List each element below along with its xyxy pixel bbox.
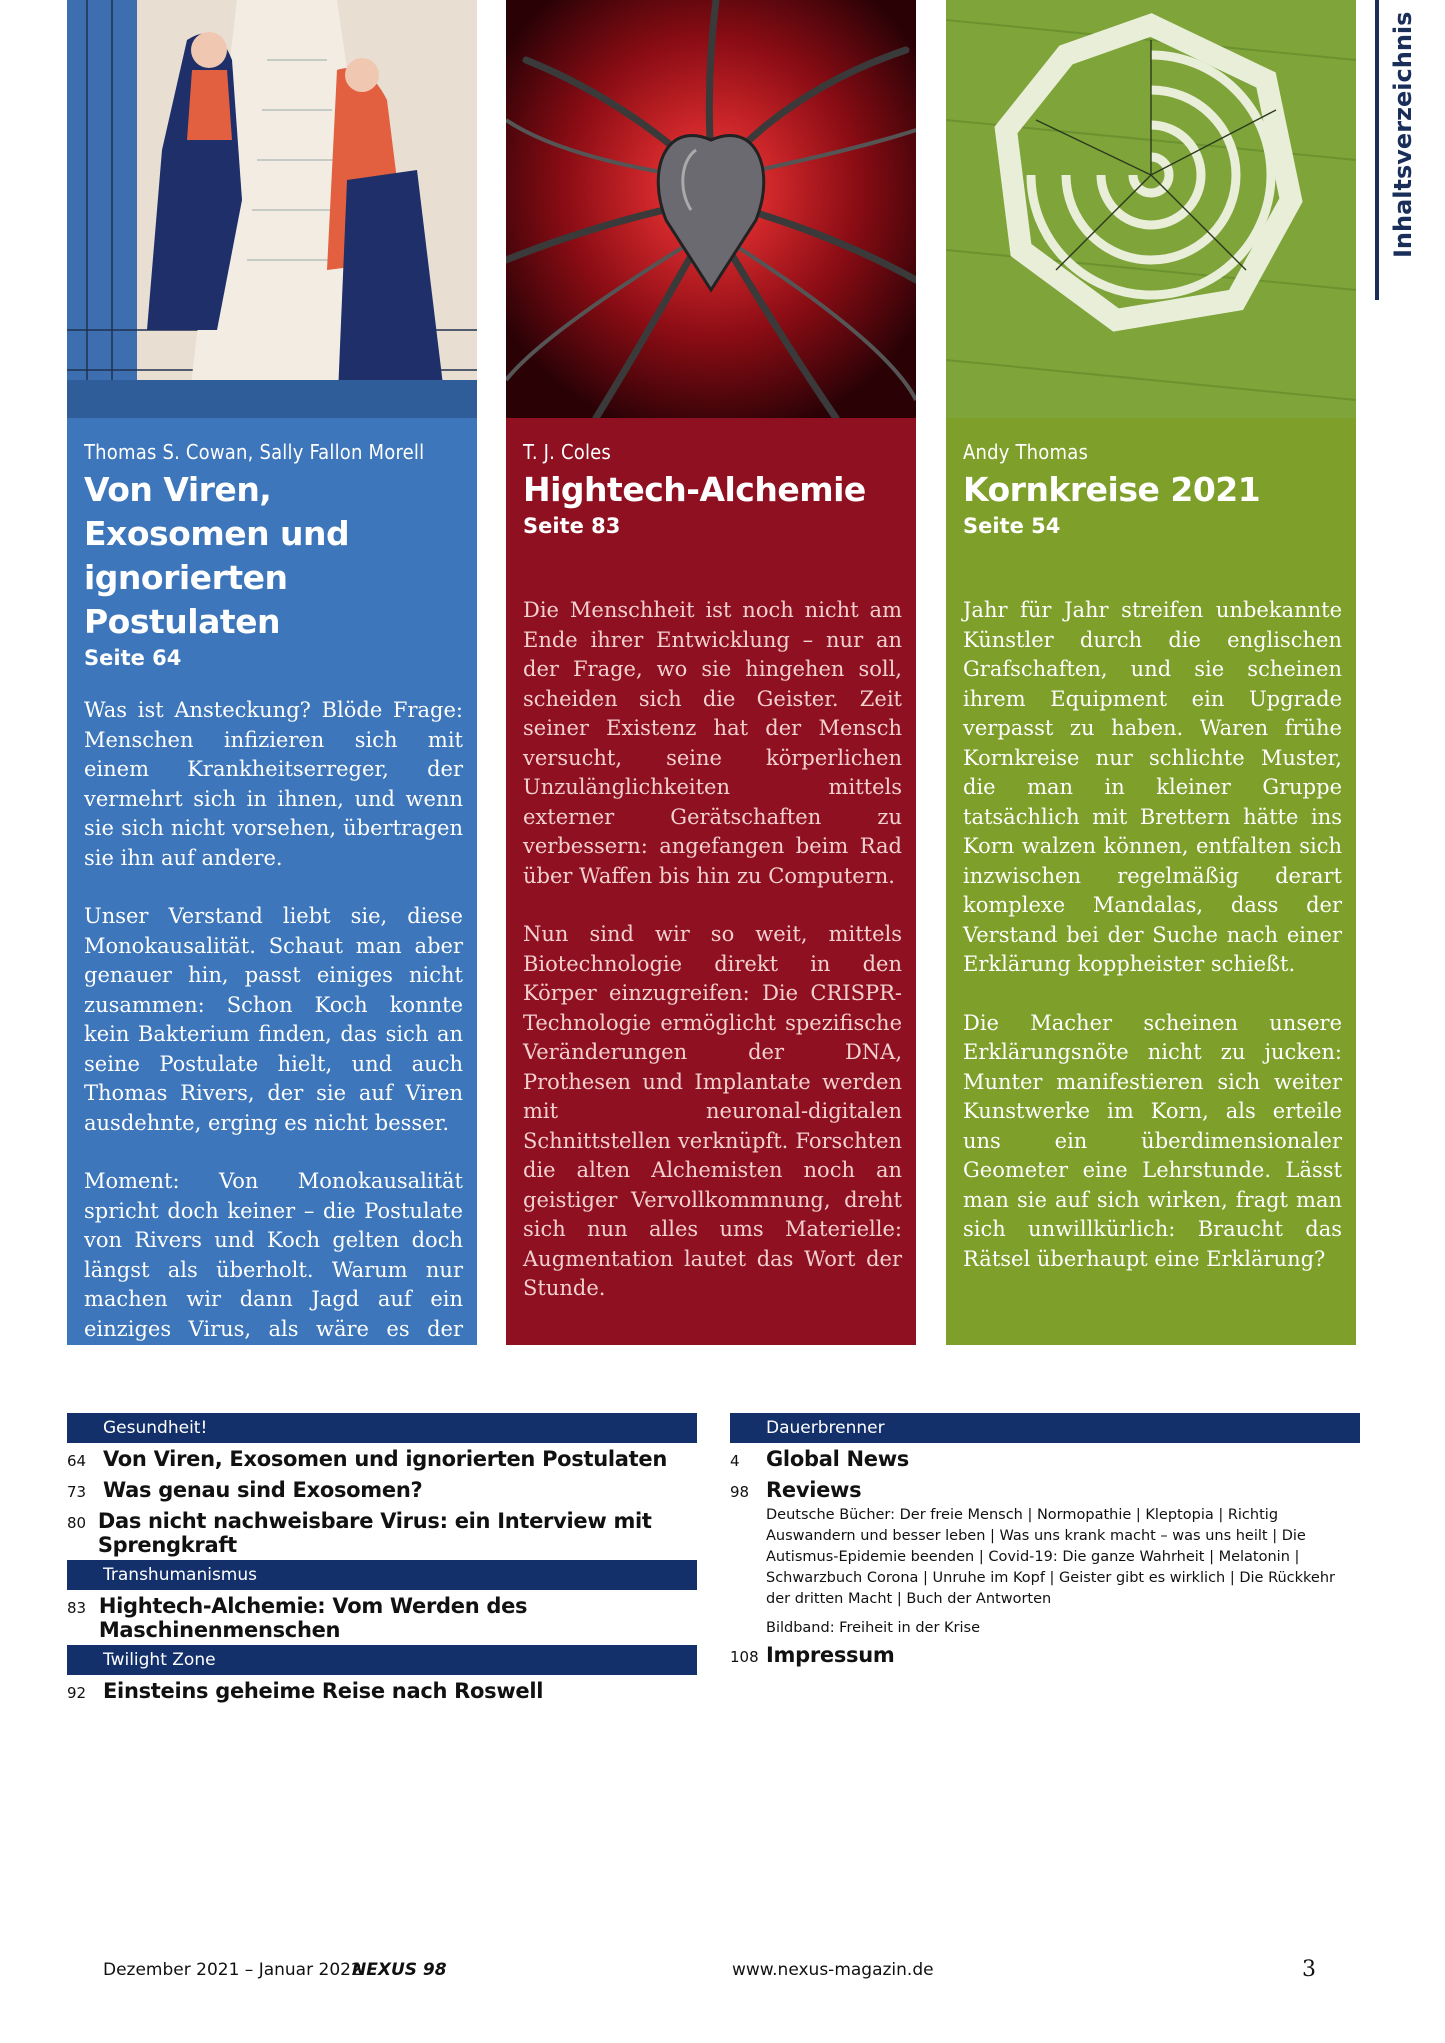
toc-title: Reviews xyxy=(766,1478,862,1502)
article-teaser xyxy=(523,596,902,1304)
photo-crop-circle xyxy=(946,0,1356,418)
bildband-entry: Bildband: Freiheit in der Krise xyxy=(766,1620,980,1636)
toc-section-header: Transhumanismus xyxy=(67,1560,697,1590)
toc-page: 98 xyxy=(730,1483,750,1501)
toc-entry[interactable] xyxy=(67,1675,697,1706)
toc-page: 73 xyxy=(67,1483,87,1501)
reviews-list: Deutsche Bücher: Der freie Mensch | Normopathie | Kleptopia | Richtig Auswandern und besser leben | Was uns krank macht – was uns heilt | Die Autismus-Epidemie beenden | Covid-19: Die ganze Wahrheit | Melatonin | Schwarzbuch Corona | Unruhe im Kopf | Geister gibt es wirklich | Die Rückkehr der dritten Macht | Buch der Antworten xyxy=(766,1507,1336,1607)
toc-entry[interactable] xyxy=(67,1505,697,1560)
toc-entry[interactable] xyxy=(730,1474,1360,1505)
toc-title: Was genau sind Exosomen? xyxy=(103,1478,423,1502)
article-author: Thomas S. Cowan, Sally Fallon Morell xyxy=(84,440,425,464)
toc-title: Global News xyxy=(766,1447,909,1471)
toc-section-header: Gesundheit! xyxy=(67,1413,697,1443)
teaser-paragraph: Jahr für Jahr streifen unbekannte Künstler durch die englischen Grafschaften, und sie scheinen ihrem Equipment ein Upgrade verpasst zu haben. Waren frühe Kornkreise nur schlichte Muster, die man in kleiner Gruppe tatsächlich mit Brettern hätte ins Korn walzen können, entfalten sich inzwischen regelmäßig derart komplexe Mandalas, dass der Verstand bei der Suche nach einer Erklärung koppheister schießt. xyxy=(963,598,1342,976)
toc-title: Hightech-Alchemie: Vom Werden des Maschinenmenschen xyxy=(98,1594,528,1642)
toc-entry[interactable] xyxy=(67,1443,697,1474)
article-column-viruses xyxy=(67,0,477,1370)
toc-title: Impressum xyxy=(766,1643,895,1667)
article-teaser xyxy=(84,696,463,1374)
toc-entry[interactable] xyxy=(67,1590,697,1645)
side-label-text: Inhaltsverzeichnis xyxy=(1389,11,1417,258)
article-author: Andy Thomas xyxy=(963,440,1089,464)
toc-entry[interactable] xyxy=(730,1639,1360,1670)
toc-entry[interactable] xyxy=(730,1443,1360,1474)
toc-page: 83 xyxy=(67,1599,87,1617)
toc-title: Einsteins geheime Reise nach Roswell xyxy=(103,1679,544,1703)
article-teaser xyxy=(963,596,1342,1274)
toc-page: 4 xyxy=(730,1452,740,1470)
toc-title: Das nicht nachweisbare Virus: ein Interview mit Sprengkraft xyxy=(97,1509,652,1557)
article-column-cropcircles xyxy=(946,0,1356,1345)
article-page-ref: Seite 83 xyxy=(523,514,621,538)
article-title: Kornkreise 2021 xyxy=(963,470,1261,509)
article-page-ref: Seite 54 xyxy=(963,514,1061,538)
article-page-ref: Seite 64 xyxy=(84,646,182,670)
illustration-mechanical-heart xyxy=(506,0,916,418)
toc-left xyxy=(67,1413,697,1706)
article-author: T. J. Coles xyxy=(523,440,611,464)
teaser-paragraph: Die Menschheit ist noch nicht am Ende ihrer Entwicklung – nur an der Frage, wo sie hingehen soll, scheiden sich die Geister. Zeit seiner Existenz hat der Mensch versucht, seine körperlichen Unzulänglichkeiten mittels externer Gerätschaften zu verbessern: angefangen beim Rad über Waffen bis hin zu Computern. xyxy=(523,598,902,888)
toc-section-header: Twilight Zone xyxy=(67,1645,697,1675)
page-number: 3 xyxy=(1302,1957,1316,1982)
footer-date: Dezember 2021 – Januar 2022 xyxy=(103,1960,362,1980)
article-title: Von Viren, Exosomen und ignorierten Postulaten xyxy=(84,470,350,641)
toc-entry[interactable] xyxy=(67,1474,697,1505)
toc-title: Von Viren, Exosomen und ignorierten Postulaten xyxy=(103,1447,667,1471)
side-label xyxy=(1375,0,1445,300)
toc-right xyxy=(730,1413,1360,1670)
toc-page: 64 xyxy=(67,1452,87,1470)
teaser-paragraph: Die Macher scheinen unsere Erklärungsnöte nicht zu jucken: Munter manifestieren sich weiter Kunstwerke im Korn, als erteile uns ein überdimensionaler Geometer eine Lehrstunde. Lässt man sie auf sich wirken, fragt man sich unwillkürlich: Braucht das Rätsel überhaupt eine Erklärung? xyxy=(963,1010,1342,1271)
teaser-paragraph: Moment: Von Monokausalität spricht doch keiner – die Postulate von Rivers und Koch gelten doch längst als überholt. Warum nur machen wir dann Jagd auf ein einziges Virus, als wäre es der Beelzebub persönlich? xyxy=(84,1169,463,1370)
article-column-hightech xyxy=(506,0,916,1345)
illustration-women-masks xyxy=(67,0,477,418)
toc-page: 92 xyxy=(67,1684,87,1702)
teaser-paragraph: Unser Verstand liebt sie, diese Monokausalität. Schaut man aber genauer hin, passt einiges nicht zusammen: Schon Koch konnte kein Bakterium finden, das sich an seine Postulate hielt, und auch Thomas Rivers, der sie auf Viren ausdehnte, erging es nicht besser. xyxy=(84,904,463,1135)
toc-section-header: Dauerbrenner xyxy=(730,1413,1360,1443)
toc-page: 108 xyxy=(730,1648,759,1666)
toc-page: 80 xyxy=(67,1514,87,1532)
footer-url[interactable]: www.nexus-magazin.de xyxy=(732,1960,934,1980)
teaser-paragraph: Nun sind wir so weit, mittels Biotechnologie direkt in den Körper einzugreifen: Die CRISPR-Technologie ermöglicht spezifische Veränderungen der DNA, Prothesen und Implantate werden mit neuronal-digitalen Schnittstellen verknüpft. Forschten die alten Alchemisten noch an geistiger Vervollkommnung, dreht sich nun alles ums Materielle: Augmentation lautet das Wort der Stunde. xyxy=(523,922,902,1300)
article-title: Hightech-Alchemie xyxy=(523,470,866,509)
footer-magazine: NEXUS 98 xyxy=(352,1960,447,1980)
teaser-paragraph: Was ist Ansteckung? Blöde Frage: Menschen infizieren sich mit einem Krankheitserreger, der vermehrt sich in ihnen, und wenn sie sich nicht vorsehen, übertragen sie ihn auf andere. xyxy=(84,698,463,870)
